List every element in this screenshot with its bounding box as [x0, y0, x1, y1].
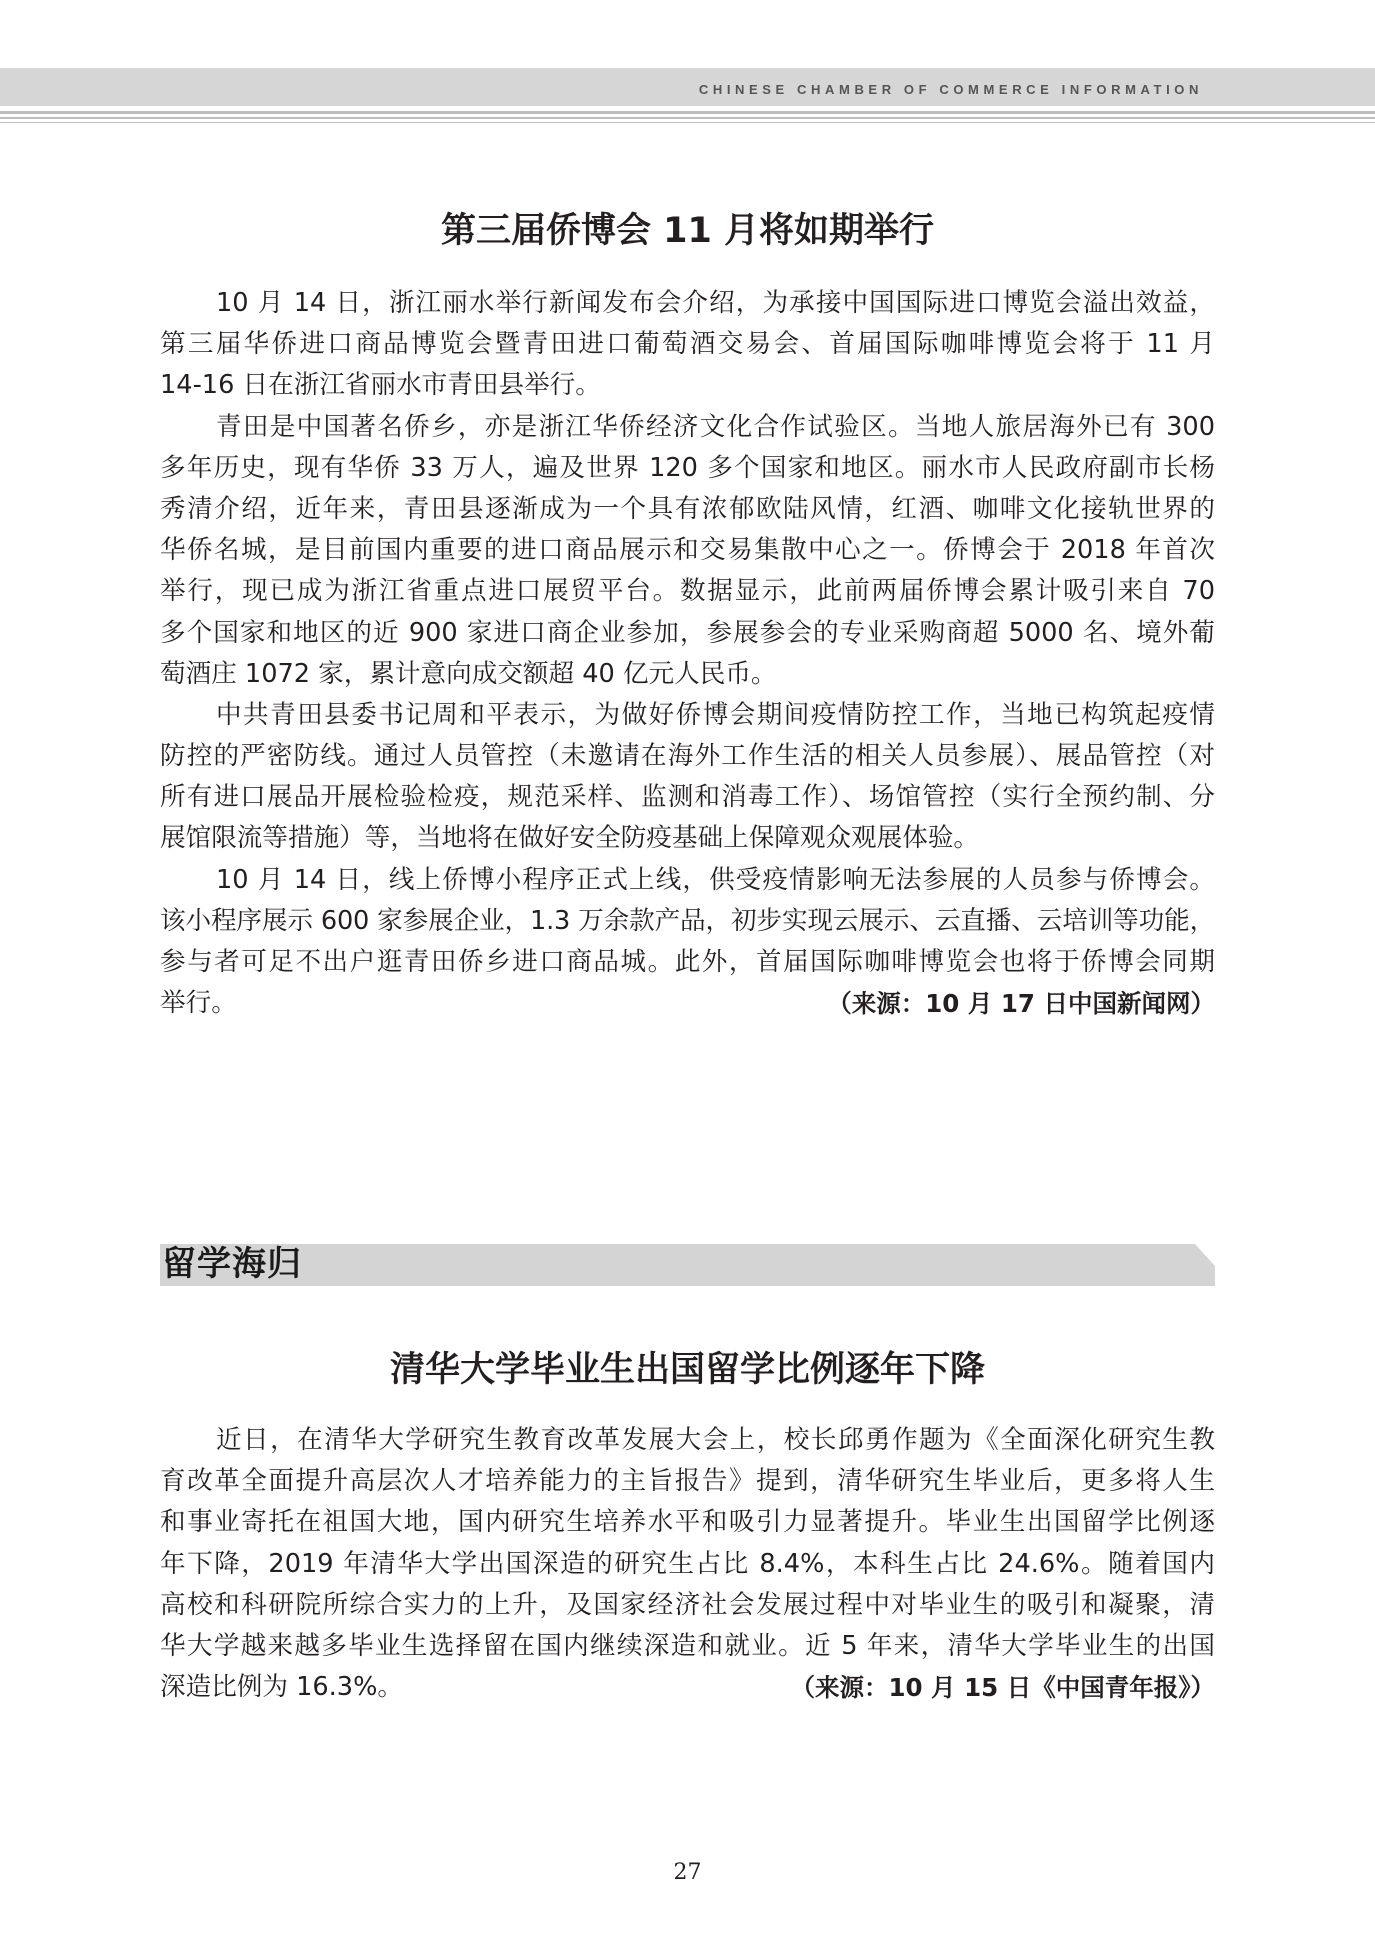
paragraph-line: 青田是中国著名侨乡，亦是浙江华侨经济文化合作试验区。当地人旅居海外已有 300 — [216, 411, 1215, 442]
paragraph-line: 年下降，2019 年清华大学出国深造的研究生占比 8.4%，本科生占比 24.6%。随着国内 — [160, 1548, 1215, 1579]
paragraph-line: 中共青田县委书记周和平表示，为做好侨博会期间疫情防控工作，当地已构筑起疫情 — [216, 699, 1215, 730]
paragraph-line: 萄酒庄 1072 家，累计意向成交额超 40 亿元人民币。 — [160, 658, 777, 689]
article-body-2 — [160, 1420, 1215, 1708]
paragraph-line: 育改革全面提升高层次人才培养能力的主旨报告》提到，清华研究生毕业后，更多将人生 — [160, 1466, 1215, 1497]
paragraph-line: 多个国家和地区的近 900 家进口商企业参加，参展参会的专业采购商超 5000 名、境外葡 — [160, 617, 1215, 648]
header-rule-2 — [0, 117, 1375, 119]
paragraph-line-with-source — [160, 983, 1215, 1024]
paragraph-line: 该小程序展示 600 家参展企业，1.3 万余款产品，初步实现云展示、云直播、云培训等功能， — [160, 905, 1215, 936]
article-title-2: 清华大学毕业生出国留学比例逐年下降 — [389, 1350, 985, 1390]
paragraph-line: 秀清介绍，近年来，青田县逐渐成为一个具有浓郁欧陆风情，红酒、咖啡文化接轨世界的 — [160, 493, 1215, 524]
paragraph-line: 华大学越来越多毕业生选择留在国内继续深造和就业。近 5 年来，清华大学毕业生的出国 — [160, 1630, 1215, 1661]
page-number: 27 — [673, 1860, 702, 1885]
paragraph-line: 10 月 14 日，浙江丽水举行新闻发布会介绍，为承接中国国际进口博览会溢出效益， — [216, 288, 1215, 318]
paragraph-line: 14-16 日在浙江省丽水市青田县举行。 — [160, 370, 601, 401]
section-label: 留学海归 — [162, 1244, 302, 1284]
source-citation-2: （来源：10 月 15 日《中国青年报》） — [790, 1673, 1215, 1703]
header-rule-1 — [0, 111, 1375, 114]
paragraph-line: 防控的严密防线。通过人员管控（未邀请在海外工作生活的相关人员参展）、展品管控（对 — [160, 741, 1215, 772]
paragraph-line: 参与者可足不出户逛青田侨乡进口商品城。此外，首届国际咖啡博览会也将于侨博会同期 — [160, 947, 1215, 977]
paragraph-line: 和事业寄托在祖国大地，国内研究生培养水平和吸引力显著提升。毕业生出国留学比例逐 — [160, 1507, 1215, 1538]
paragraph-line: 高校和科研院所综合实力的上升，及国家经济社会发展过程中对毕业生的吸引和凝聚，清 — [160, 1589, 1215, 1620]
paragraph-line: 展馆限流等措施）等，当地将在做好安全防疫基础上保障观众观展体验。 — [160, 823, 980, 854]
paragraph-line: 近日，在清华大学研究生教育改革发展大会上，校长邱勇作题为《全面深化研究生教 — [216, 1425, 1215, 1455]
paragraph-line: 第三届华侨进口商品博览会暨青田进口葡萄酒交易会、首届国际咖啡博览会将于 11 月 — [160, 329, 1215, 360]
article-body-1 — [160, 283, 1215, 1024]
running-header-title: CHINESE CHAMBER OF COMMERCE INFORMATION — [698, 82, 1203, 97]
paragraph-line: 多年历史，现有华侨 33 万人，遍及世界 120 多个国家和地区。丽水市人民政府副市长杨 — [160, 452, 1215, 483]
paragraph-line: 举行，现已成为浙江省重点进口展贸平台。数据显示，此前两届侨博会累计吸引来自 70 — [160, 576, 1215, 607]
source-citation-1: （来源：10 月 17 日中国新闻网） — [827, 989, 1215, 1019]
section-banner — [160, 1240, 1215, 1288]
paragraph-line: 所有进口展品开展检验检疫，规范采样、监测和消毒工作）、场馆管控（实行全预约制、分 — [160, 782, 1215, 813]
paragraph-line-text: 深造比例为 16.3%。 — [160, 1672, 404, 1703]
paragraph-line: 10 月 14 日，线上侨博小程序正式上线，供受疫情影响无法参展的人员参与侨博会。 — [216, 864, 1215, 895]
section-banner-shape — [160, 1240, 1215, 1288]
paragraph-line: 华侨名城，是目前国内重要的进口商品展示和交易集散中心之一。侨博会于 2018 年首次 — [160, 535, 1215, 566]
paragraph-line-text: 举行。 — [160, 988, 237, 1019]
header-rule-3 — [0, 122, 1375, 123]
article-title-1: 第三届侨博会 11 月将如期举行 — [440, 211, 935, 251]
paragraph-line-with-source — [160, 1667, 1215, 1708]
